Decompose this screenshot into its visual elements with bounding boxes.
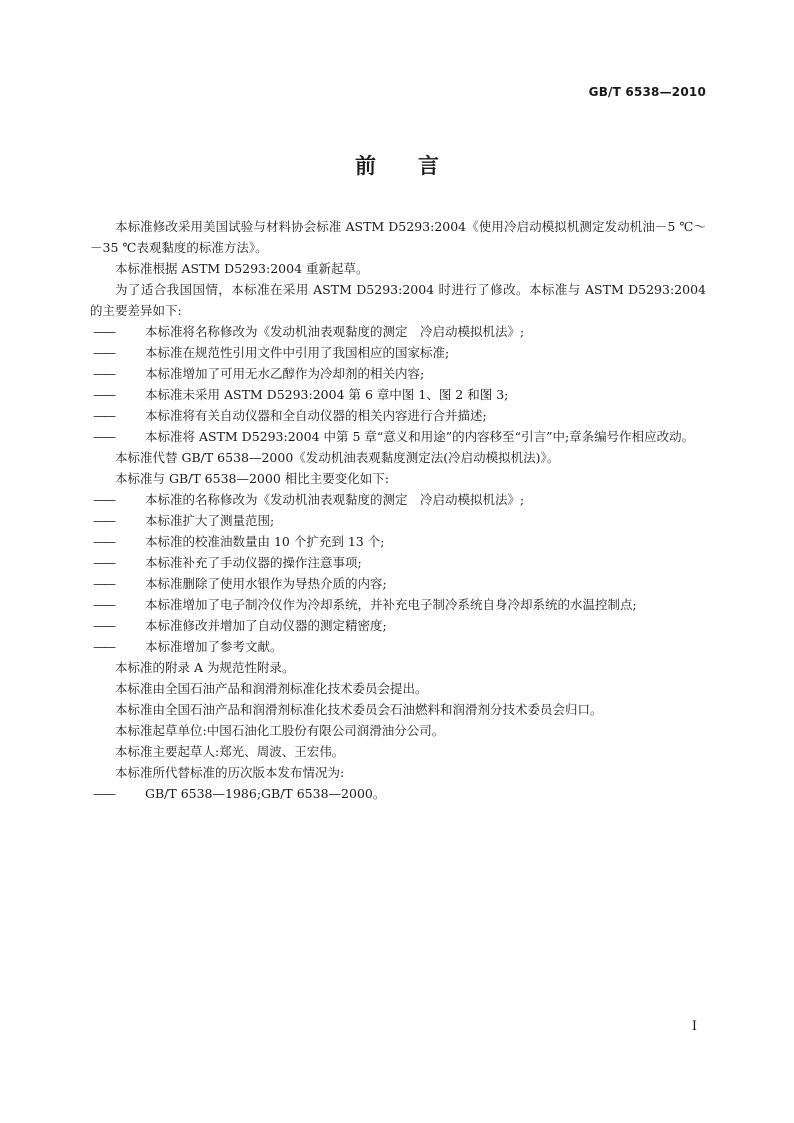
paragraph-text: 本标准修改采用美国试验与材料协会标准 ASTM D5293:2004《使用冷启动模拟机测定发动机油－5 ℃～－35 ℃表观黏度的标准方法》。	[90, 219, 706, 255]
paragraph-text: 本标准的校准油数量由 10 个扩充到 13 个;	[145, 534, 385, 549]
list-item	[90, 321, 706, 342]
em-dash-marker: ——	[93, 639, 114, 654]
paragraph	[90, 699, 706, 720]
list-item	[90, 489, 706, 510]
paragraph-text: 本标准与 GB/T 6538—2000 相比主要变化如下:	[115, 471, 389, 486]
paragraph-text: 本标准主要起草人:郑光、周波、王宏伟。	[115, 744, 345, 759]
paragraph	[90, 468, 706, 489]
em-dash-marker: ——	[93, 366, 114, 381]
paragraph-text: 本标准在规范性引用文件中引用了我国相应的国家标准;	[145, 345, 450, 360]
paragraph-text: 本标准的附录 A 为规范性附录。	[115, 660, 295, 675]
paragraph	[90, 720, 706, 741]
list-item	[90, 783, 706, 804]
page-number: I	[691, 1019, 697, 1034]
list-item	[90, 531, 706, 552]
paragraph	[90, 741, 706, 762]
list-item	[90, 384, 706, 405]
paragraph-text: 本标准所代替标准的历次版本发布情况为:	[115, 765, 345, 780]
paragraph-text: 本标准起草单位:中国石油化工股份有限公司润滑油分公司。	[115, 723, 445, 738]
paragraph-text: 本标准增加了参考文献。	[145, 639, 283, 654]
standard-code: GB/T 6538—2010	[588, 85, 706, 99]
list-item	[90, 342, 706, 363]
em-dash-marker: ——	[93, 513, 114, 528]
paragraph-text: 本标准由全国石油产品和润滑剂标准化技术委员会提出。	[115, 681, 428, 696]
paragraph	[90, 762, 706, 783]
paragraph-text: 本标准将有关自动仪器和全自动仪器的相关内容进行合并描述;	[145, 408, 487, 423]
paragraph-text: 本标准未采用 ASTM D5293:2004 第 6 章中图 1、图 2 和图 3;	[145, 387, 509, 402]
list-item	[90, 405, 706, 426]
em-dash-marker: ——	[93, 576, 114, 591]
list-item	[90, 573, 706, 594]
paragraph-text: 本标准扩大了测量范围;	[145, 513, 275, 528]
paragraph-text: 本标准代替 GB/T 6538—2000《发动机油表观黏度测定法(冷启动模拟机法)》。	[115, 450, 560, 465]
em-dash-marker: ——	[93, 597, 114, 612]
list-item	[90, 426, 706, 447]
em-dash-marker: ——	[93, 324, 114, 339]
paragraph-text: 本标准由全国石油产品和润滑剂标准化技术委员会石油燃料和润滑剂分技术委员会归口。	[115, 702, 603, 717]
em-dash-marker: ——	[93, 555, 114, 570]
paragraph-text: GB/T 6538—1986;GB/T 6538—2000。	[145, 786, 386, 801]
paragraph	[90, 447, 706, 468]
em-dash-marker: ——	[93, 345, 114, 360]
paragraph-text: 为了适合我国国情，本标准在采用 ASTM D5293:2004 时进行了修改。本标准与 ASTM D5293:2004 的主要差异如下:	[90, 282, 706, 318]
paragraph-text: 本标准根据 ASTM D5293:2004 重新起草。	[115, 261, 369, 276]
paragraph-text: 本标准补充了手动仪器的操作注意事项;	[145, 555, 362, 570]
list-item	[90, 552, 706, 573]
paragraph	[90, 258, 706, 279]
paragraph-text: 本标准增加了电子制冷仪作为冷却系统，并补充电子制冷系统自身冷却系统的水温控制点;	[145, 597, 637, 612]
em-dash-marker: ——	[93, 429, 114, 444]
paragraph-text: 本标准修改并增加了自动仪器的测定精密度;	[145, 618, 387, 633]
paragraph-text: 本标准增加了可用无水乙醇作为冷却剂的相关内容;	[145, 366, 425, 381]
em-dash-marker: ——	[93, 786, 114, 801]
list-item	[90, 594, 706, 615]
list-item	[90, 510, 706, 531]
paragraph-text: 本标准的名称修改为《发动机油表观黏度的测定 冷启动模拟机法》;	[145, 492, 525, 507]
em-dash-marker: ——	[93, 408, 114, 423]
paragraph-text: 本标准删除了使用水银作为导热介质的内容;	[145, 576, 387, 591]
em-dash-marker: ——	[93, 387, 114, 402]
paragraph-text: 本标准将名称修改为《发动机油表观黏度的测定 冷启动模拟机法》;	[145, 324, 525, 339]
paragraph	[90, 216, 706, 258]
paragraph-text: 本标准将 ASTM D5293:2004 中第 5 章“意义和用途”的内容移至“引言”中;章条编号作相应改动。	[145, 429, 695, 444]
list-item	[90, 636, 706, 657]
em-dash-marker: ——	[93, 534, 114, 549]
em-dash-marker: ——	[93, 618, 114, 633]
list-item	[90, 363, 706, 384]
document-body	[90, 216, 706, 804]
page-title: 前言	[355, 154, 481, 178]
paragraph	[90, 279, 706, 321]
paragraph	[90, 678, 706, 699]
list-item	[90, 615, 706, 636]
em-dash-marker: ——	[93, 492, 114, 507]
paragraph	[90, 657, 706, 678]
